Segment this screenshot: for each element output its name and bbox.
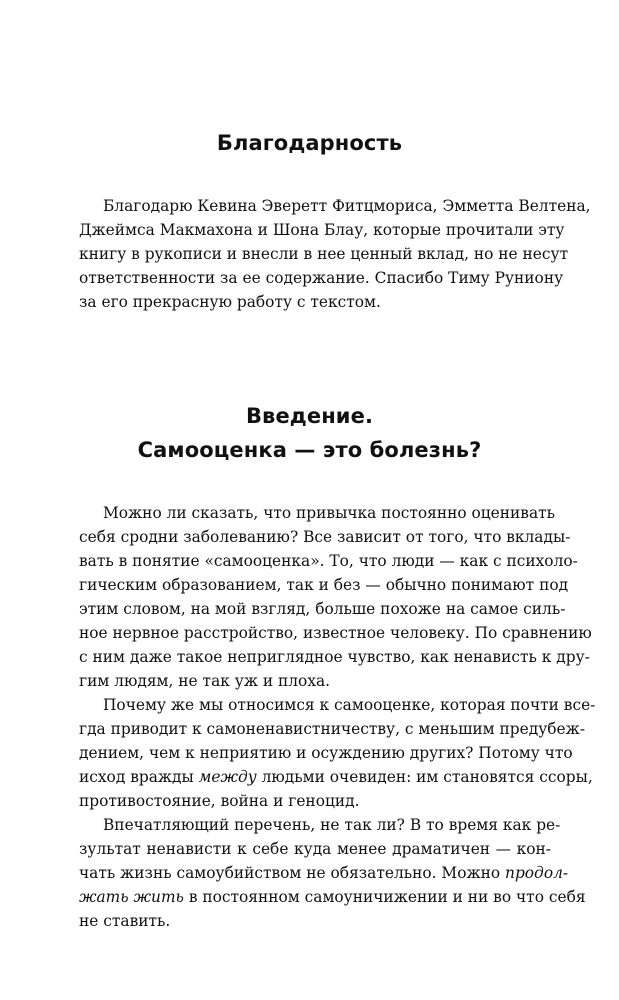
emphasis-text: между: [198, 768, 257, 786]
emphasis-text: жать жить: [79, 888, 184, 906]
text-line: ное нервное расстройство, известное человеку. По сравнению: [79, 624, 592, 642]
text-line: Благодарю Кевина Эверетт Фитцмориса, Эмметта Велтена,: [103, 197, 591, 215]
acknowledgements-heading: Благодарность: [216, 131, 403, 155]
text-line: книгу в рукописи и внесли в нее ценный вклад, но не несут: [79, 245, 569, 263]
text-span: людьми очевиден: им становятся ссоры,: [256, 768, 593, 786]
text-line: себя сродни заболеванию? Все зависит от того, что вклады-: [79, 528, 571, 546]
text-span: исход вражды: [79, 768, 199, 786]
text-span: в постоянном самоуничижении и ни во что себя: [183, 888, 586, 906]
introduction-heading-line1: Введение.: [245, 404, 374, 428]
text-line: противостояние, война и геноцид.: [79, 792, 360, 810]
text-line: за его прекрасную работу с текстом.: [79, 293, 381, 311]
text-line: [79, 765, 593, 789]
introduction-heading-line2: Самооценка — это болезнь?: [137, 438, 482, 462]
text-line: этим словом, на мой взгляд, больше похоже на самое силь-: [79, 600, 566, 618]
text-line: дением, чем к неприятию и осуждению других? Потому что: [79, 744, 573, 762]
text-line: гическим образованием, так и без — обычно понимают под: [79, 576, 569, 594]
text-line: Впечатляющий перечень, не так ли? В то время как ре-: [103, 816, 561, 834]
text-line: [79, 861, 569, 885]
text-line: [79, 885, 586, 909]
text-line: с ним даже такое неприглядное чувство, как ненависть к дру-: [79, 648, 590, 666]
text-line: вать в понятие «самооценка». То, что люди — как с психоло-: [79, 552, 578, 570]
text-line: Можно ли сказать, что привычка постоянно оценивать: [103, 504, 556, 522]
text-line: не ставить.: [79, 912, 171, 930]
text-span: чать жизнь самоубийством не обязательно. Можно: [79, 864, 506, 882]
text-line: гим людям, не так уж и плоха.: [79, 672, 331, 690]
text-line: Почему же мы относимся к самооценке, которая почти все-: [103, 696, 596, 714]
text-line: Джеймса Макмахона и Шона Блау, которые прочитали эту: [79, 221, 565, 239]
text-line: ответственности за ее содержание. Спасибо Тиму Руниону: [79, 269, 564, 287]
emphasis-text: продол-: [505, 864, 569, 882]
text-line: гда приводит к самоненавистничеству, с меньшим предубеж-: [79, 720, 586, 738]
text-line: зультат ненависти к себе куда менее драматичен — кон-: [79, 840, 551, 858]
